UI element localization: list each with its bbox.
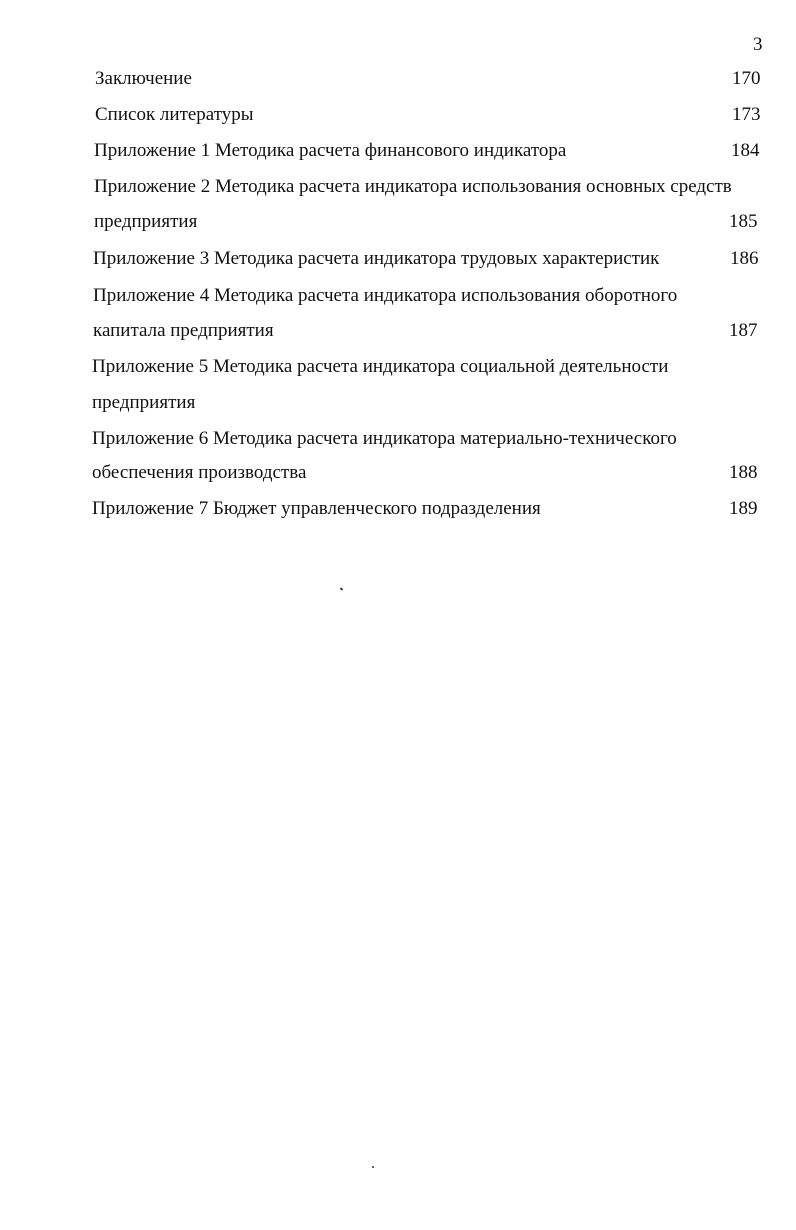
toc-entry-page: 184	[731, 140, 760, 161]
toc-entry-title-line2: предприятия	[94, 211, 198, 232]
toc-entry-title-line1: Приложение 4 Методика расчета индикатора использования оборотного	[93, 285, 678, 306]
toc-entry-page: 185	[729, 211, 758, 232]
toc-entry-page: 187	[729, 320, 758, 341]
toc-entry-title-line1: Приложение 5 Методика расчета индикатора социальной деятельности	[92, 356, 669, 377]
toc-entry-title-line2: капитала предприятия	[93, 320, 274, 341]
toc-entry-title-line2: предприятия	[92, 392, 196, 413]
toc-entry-title-line2: обеспечения производства	[92, 462, 307, 483]
scan-speck	[372, 1166, 374, 1168]
toc-entry-title: Приложение 3 Методика расчета индикатора трудовых характеристик	[93, 248, 660, 269]
page-number: 3	[753, 34, 763, 55]
toc-entry-title: Список литературы	[95, 104, 254, 125]
toc-entry-page: 186	[730, 248, 759, 269]
toc-entry-title-line1: Приложение 6 Методика расчета индикатора материально-технического	[92, 428, 677, 449]
toc-entry-page: 189	[729, 498, 758, 519]
toc-entry-title: Приложение 7 Бюджет управленческого подразделения	[92, 498, 541, 519]
toc-entry-page: 170	[732, 68, 761, 89]
toc-entry-page: 173	[732, 104, 761, 125]
toc-entry-title-line1: Приложение 2 Методика расчета индикатора использования основных средств	[94, 176, 732, 197]
toc-entry-title: Заключение	[95, 68, 192, 89]
toc-entry-page: 188	[729, 462, 758, 483]
toc-entry-title: Приложение 1 Методика расчета финансового индикатора	[94, 140, 567, 161]
